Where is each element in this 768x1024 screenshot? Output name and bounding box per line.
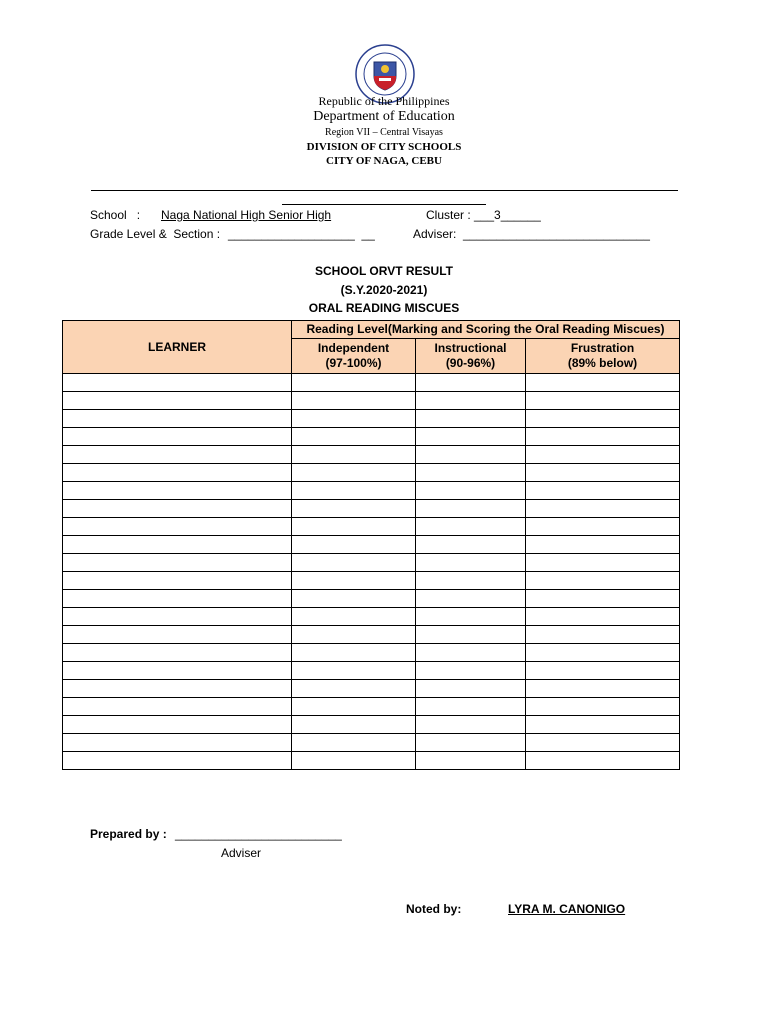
noted-name: LYRA M. CANONIGO — [508, 902, 626, 916]
table-cell[interactable] — [292, 392, 416, 410]
table-row — [63, 446, 680, 464]
table-cell[interactable] — [63, 446, 292, 464]
prepared-signature-line: _________________________ — [175, 827, 342, 841]
title-miscues: ORAL READING MISCUES — [308, 301, 460, 315]
table-cell[interactable] — [63, 734, 292, 752]
reading-level-header: Reading Level(Marking and Scoring the Oral Reading Miscues) — [292, 321, 680, 339]
table-cell[interactable] — [416, 428, 526, 446]
table-cell[interactable] — [416, 518, 526, 536]
table-cell[interactable] — [526, 500, 680, 518]
table-row — [63, 392, 680, 410]
table-cell[interactable] — [292, 698, 416, 716]
table-cell[interactable] — [526, 536, 680, 554]
table-cell[interactable] — [526, 392, 680, 410]
table-cell[interactable] — [292, 752, 416, 770]
table-body — [63, 374, 680, 770]
table-cell[interactable] — [526, 410, 680, 428]
table-cell[interactable] — [416, 392, 526, 410]
table-row — [63, 518, 680, 536]
table-cell[interactable] — [63, 572, 292, 590]
header-divider — [91, 190, 678, 191]
table-cell[interactable] — [63, 392, 292, 410]
table-cell[interactable] — [526, 464, 680, 482]
table-cell[interactable] — [292, 662, 416, 680]
prepared-label: Prepared by : — [90, 827, 167, 841]
independent-label: Independent — [317, 341, 390, 356]
table-cell[interactable] — [416, 644, 526, 662]
table-cell[interactable] — [292, 644, 416, 662]
table-row — [63, 500, 680, 518]
header-subdivider — [282, 204, 486, 205]
department-text: Department of Education — [313, 109, 455, 124]
table-row — [63, 482, 680, 500]
table-row — [63, 644, 680, 662]
table-cell[interactable] — [526, 572, 680, 590]
noted-label: Noted by: — [406, 902, 462, 916]
table-cell[interactable] — [63, 374, 292, 392]
table-cell[interactable] — [526, 374, 680, 392]
table-cell[interactable] — [416, 446, 526, 464]
table-row — [63, 410, 680, 428]
table-cell[interactable] — [416, 464, 526, 482]
table-cell[interactable] — [292, 716, 416, 734]
table-row — [63, 716, 680, 734]
cluster-label: Cluster : — [426, 208, 471, 222]
orvt-result-table — [62, 320, 680, 770]
table-cell[interactable] — [526, 482, 680, 500]
table-cell[interactable] — [63, 536, 292, 554]
adviser-label: Adviser: — [413, 227, 457, 241]
table-cell[interactable] — [63, 482, 292, 500]
table-cell[interactable] — [526, 518, 680, 536]
division-text: DIVISION OF CITY SCHOOLS — [306, 141, 462, 153]
table-row — [63, 428, 680, 446]
instructional-label: Instructional — [434, 341, 507, 356]
table-cell[interactable] — [292, 572, 416, 590]
table-cell[interactable] — [292, 554, 416, 572]
table-cell[interactable] — [416, 572, 526, 590]
table-cell[interactable] — [292, 464, 416, 482]
table-cell[interactable] — [526, 626, 680, 644]
independent-range: (97-100%) — [325, 356, 382, 371]
table-cell[interactable] — [63, 428, 292, 446]
table-cell[interactable] — [63, 644, 292, 662]
frustration-label: Frustration — [570, 341, 635, 356]
table-cell[interactable] — [416, 734, 526, 752]
table-cell[interactable] — [63, 554, 292, 572]
school-label: School : — [90, 208, 141, 222]
table-cell[interactable] — [292, 680, 416, 698]
table-row — [63, 752, 680, 770]
table-cell[interactable] — [416, 662, 526, 680]
prepared-role: Adviser — [221, 846, 262, 860]
table-cell[interactable] — [292, 590, 416, 608]
table-cell[interactable] — [526, 428, 680, 446]
table-cell[interactable] — [416, 698, 526, 716]
table-cell[interactable] — [416, 410, 526, 428]
table-cell[interactable] — [63, 410, 292, 428]
table-cell[interactable] — [292, 428, 416, 446]
table-row — [63, 554, 680, 572]
table-cell[interactable] — [416, 590, 526, 608]
table-cell[interactable] — [416, 608, 526, 626]
table-cell[interactable] — [292, 374, 416, 392]
frustration-header — [526, 339, 680, 374]
table-row — [63, 374, 680, 392]
table-cell[interactable] — [63, 626, 292, 644]
instructional-header — [416, 339, 526, 374]
table-cell[interactable] — [526, 608, 680, 626]
table-cell[interactable] — [63, 500, 292, 518]
table-cell[interactable] — [292, 734, 416, 752]
table-cell[interactable] — [292, 608, 416, 626]
table-cell[interactable] — [292, 446, 416, 464]
table-cell[interactable] — [292, 410, 416, 428]
table-cell[interactable] — [416, 680, 526, 698]
table-cell[interactable] — [526, 554, 680, 572]
table-row — [63, 698, 680, 716]
table-cell[interactable] — [292, 536, 416, 554]
table-cell[interactable] — [292, 500, 416, 518]
table-cell[interactable] — [526, 590, 680, 608]
table-cell[interactable] — [526, 716, 680, 734]
table-cell[interactable] — [63, 716, 292, 734]
table-row — [63, 536, 680, 554]
table-cell[interactable] — [526, 698, 680, 716]
school-value: Naga National High Senior High — [161, 208, 332, 222]
table-cell[interactable] — [526, 752, 680, 770]
table-cell[interactable] — [526, 734, 680, 752]
title-orvt: SCHOOL ORVT RESULT — [314, 264, 453, 278]
table-row — [63, 734, 680, 752]
learner-header: LEARNER — [63, 321, 292, 374]
frustration-range: (89% below) — [567, 356, 638, 371]
table-cell[interactable] — [292, 626, 416, 644]
cluster-value: ___3______ — [474, 208, 541, 222]
table-cell[interactable] — [63, 698, 292, 716]
table-cell[interactable] — [63, 608, 292, 626]
table-cell[interactable] — [416, 716, 526, 734]
adviser-value: ____________________________ — [463, 227, 650, 241]
table-cell[interactable] — [526, 662, 680, 680]
region-text: Region VII – Central Visayas — [325, 127, 443, 138]
table-cell[interactable] — [416, 374, 526, 392]
table-cell[interactable] — [526, 644, 680, 662]
table-cell[interactable] — [63, 518, 292, 536]
table-cell[interactable] — [63, 464, 292, 482]
independent-header — [292, 339, 416, 374]
table-cell[interactable] — [292, 518, 416, 536]
instructional-range: (90-96%) — [445, 356, 496, 371]
table-row — [63, 572, 680, 590]
republic-text: Republic of the Philippines — [318, 94, 450, 108]
table-cell[interactable] — [416, 536, 526, 554]
table-cell[interactable] — [416, 500, 526, 518]
table-cell[interactable] — [526, 446, 680, 464]
table-cell[interactable] — [63, 680, 292, 698]
table-cell[interactable] — [416, 626, 526, 644]
grade-value: ___________________ __ — [228, 227, 375, 241]
table-cell[interactable] — [63, 662, 292, 680]
table-row — [63, 590, 680, 608]
table-cell[interactable] — [416, 482, 526, 500]
table-cell[interactable] — [63, 752, 292, 770]
table-row — [63, 680, 680, 698]
table-row — [63, 662, 680, 680]
title-school-year: (S.Y.2020-2021) — [340, 283, 428, 297]
city-text: CITY OF NAGA, CEBU — [326, 155, 442, 167]
table-row — [63, 464, 680, 482]
table-row — [63, 608, 680, 626]
table-cell[interactable] — [63, 590, 292, 608]
table-row — [63, 626, 680, 644]
table-cell[interactable] — [416, 752, 526, 770]
grade-label: Grade Level & Section : — [90, 227, 221, 241]
table-cell[interactable] — [416, 554, 526, 572]
table-cell[interactable] — [292, 482, 416, 500]
table-cell[interactable] — [526, 680, 680, 698]
